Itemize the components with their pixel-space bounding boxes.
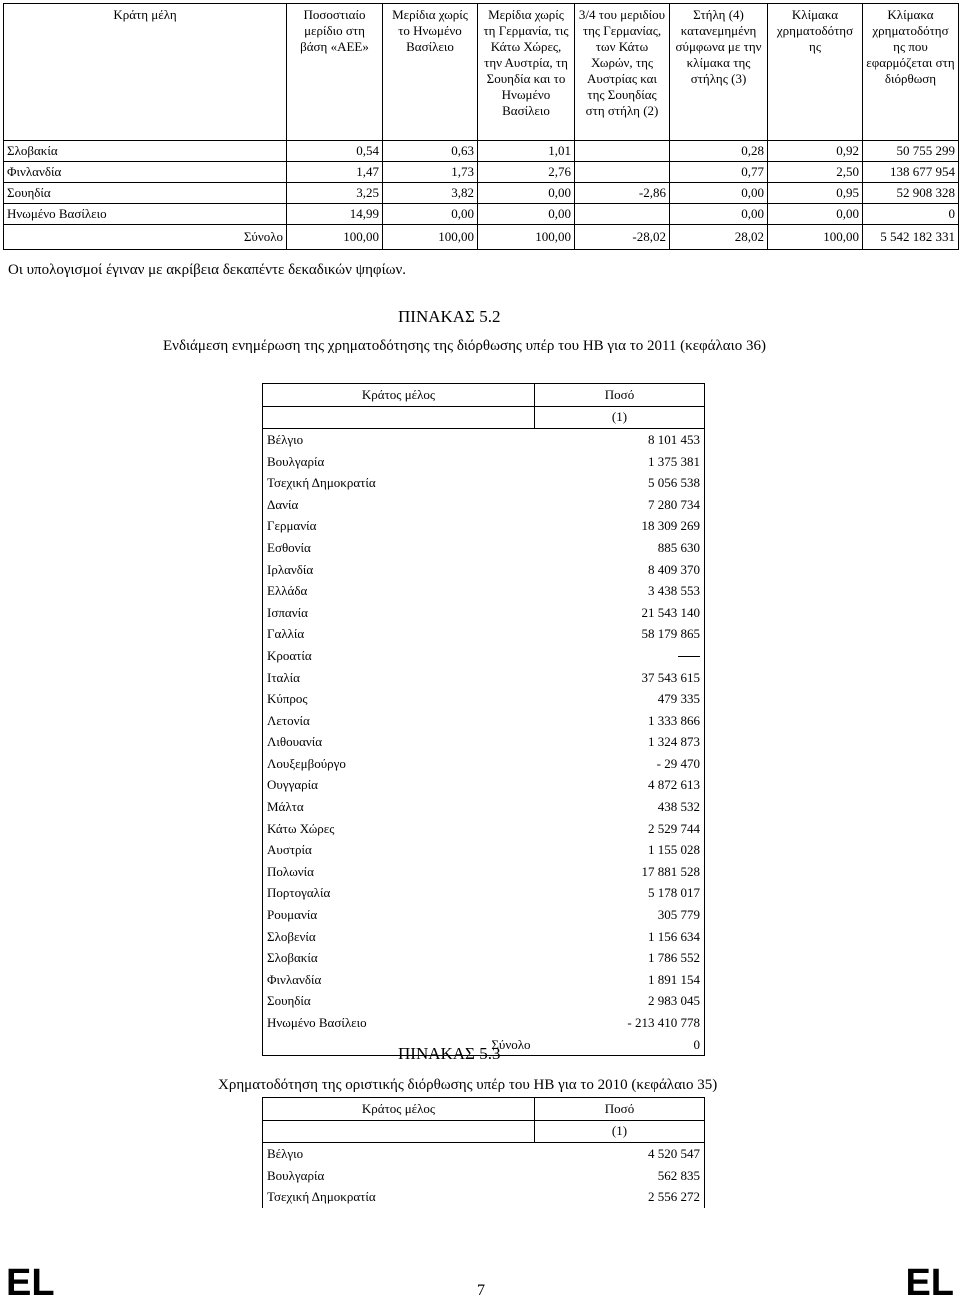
- cell-value: 0: [863, 204, 959, 225]
- cell-value: 0,00: [670, 204, 768, 225]
- header-member-states: Κράτη μέλη: [4, 4, 287, 141]
- total-value: 5 542 182 331: [863, 225, 959, 250]
- amount-value: 1 375 381: [535, 451, 705, 473]
- table-row: [263, 775, 705, 797]
- member-state-name: Λιθουανία: [263, 732, 535, 754]
- member-state-name: Πορτογαλία: [263, 883, 535, 905]
- amount-value: [535, 645, 705, 667]
- amount-value: 305 779: [535, 904, 705, 926]
- amount-value: 2 983 045: [535, 991, 705, 1013]
- table-row: [263, 947, 705, 969]
- cell-value: 52 908 328: [863, 183, 959, 204]
- header-empty: [263, 1120, 535, 1143]
- amount-value: - 213 410 778: [535, 1012, 705, 1034]
- table-row: [263, 1012, 705, 1034]
- amount-value: 885 630: [535, 537, 705, 559]
- table-row: [263, 494, 705, 516]
- cell-value: [575, 204, 670, 225]
- header-amount-number: (1): [535, 406, 705, 429]
- header-amount-number: (1): [535, 1120, 705, 1143]
- table-row: [263, 753, 705, 775]
- cell-value: -2,86: [575, 183, 670, 204]
- table-row: [263, 861, 705, 883]
- header-gni-share: Ποσοστιαίο μερίδιο στη βάση «ΑΕΕ»: [287, 4, 383, 141]
- cell-value: 3,25: [287, 183, 383, 204]
- table-row: [4, 141, 959, 162]
- table-row: [263, 904, 705, 926]
- member-state-name: Ρουμανία: [263, 904, 535, 926]
- precision-note: Οι υπολογισμοί έγιναν με ακρίβεια δεκαπέντε δεκαδικών ψηφίων.: [8, 262, 407, 278]
- member-state-name: Σλοβακία: [4, 141, 287, 162]
- table-5-2-title: ΠΙΝΑΚΑΣ 5.2: [398, 307, 501, 326]
- amount-value: 3 438 553: [535, 580, 705, 602]
- header-row: [263, 1098, 705, 1121]
- table-row: [263, 602, 705, 624]
- header-shares-without-uk: Μερίδια χωρίς το Ηνωμένο Βασίλειο: [383, 4, 478, 141]
- table-row: [263, 688, 705, 710]
- member-state-name: Εσθονία: [263, 537, 535, 559]
- member-state-name: Ηνωμένο Βασίλειο: [263, 1012, 535, 1034]
- cell-value: 0,00: [478, 183, 575, 204]
- table-row: [4, 162, 959, 183]
- header-column4-distributed: Στήλη (4) κατανεμημένη σύμφωνα με την κλίμακα της στήλης (3): [670, 4, 768, 141]
- header-amount: Ποσό: [535, 384, 705, 407]
- total-label: Σύνολο: [263, 1034, 535, 1056]
- total-value: -28,02: [575, 225, 670, 250]
- amount-value: 1 155 028: [535, 839, 705, 861]
- cell-value: 0,00: [670, 183, 768, 204]
- member-state-name: Γαλλία: [263, 624, 535, 646]
- member-state-name: Βέλγιο: [263, 1143, 535, 1165]
- header-financing-scale: Κλίμακα χρηματοδότησ ης: [768, 4, 863, 141]
- dash-mark: [678, 656, 700, 657]
- table-row: [263, 429, 705, 451]
- cell-value: 0,00: [383, 204, 478, 225]
- cell-value: 0,92: [768, 141, 863, 162]
- member-state-name: Σλοβενία: [263, 926, 535, 948]
- table-row: [263, 667, 705, 689]
- member-state-name: Λουξεμβούργο: [263, 753, 535, 775]
- table-row: [263, 991, 705, 1013]
- header-unit-row: [263, 406, 705, 429]
- cell-value: 2,76: [478, 162, 575, 183]
- total-value: 100,00: [768, 225, 863, 250]
- member-state-name: Φινλανδία: [4, 162, 287, 183]
- amount-value: 21 543 140: [535, 602, 705, 624]
- member-state-name: Κροατία: [263, 645, 535, 667]
- table-row: [263, 559, 705, 581]
- header-three-quarters-share: 3/4 του μεριδίου της Γερμανίας, των Κάτω Χωρών, της Αυστρίας και της Σουηδίας στη στήλη (2): [575, 4, 670, 141]
- cell-value: 1,47: [287, 162, 383, 183]
- cell-value: 0,95: [768, 183, 863, 204]
- total-value: 28,02: [670, 225, 768, 250]
- table-row: [263, 926, 705, 948]
- member-state-name: Σουηδία: [4, 183, 287, 204]
- total-value: 100,00: [287, 225, 383, 250]
- language-code-left: EL: [6, 1262, 55, 1304]
- total-label: Σύνολο: [4, 225, 287, 250]
- amount-value: 562 835: [535, 1165, 705, 1187]
- member-state-name: Ισπανία: [263, 602, 535, 624]
- cell-value: 1,01: [478, 141, 575, 162]
- amount-value: 18 309 269: [535, 516, 705, 538]
- amount-value: 4 872 613: [535, 775, 705, 797]
- member-state-name: Αυστρία: [263, 839, 535, 861]
- member-state-name: Πολωνία: [263, 861, 535, 883]
- member-state-name: Γερμανία: [263, 516, 535, 538]
- amount-value: 1 786 552: [535, 947, 705, 969]
- table-row: [263, 796, 705, 818]
- total-value: 100,00: [478, 225, 575, 250]
- member-state-name: Κύπρος: [263, 688, 535, 710]
- table-row: [263, 710, 705, 732]
- table-row: [4, 204, 959, 225]
- member-state-name: Ιρλανδία: [263, 559, 535, 581]
- member-state-name: Ελλάδα: [263, 580, 535, 602]
- total-value: 100,00: [383, 225, 478, 250]
- table-row: [263, 883, 705, 905]
- member-state-name: Τσεχική Δημοκρατία: [263, 1186, 535, 1208]
- table-row: [263, 839, 705, 861]
- cell-value: 0,63: [383, 141, 478, 162]
- member-state-name: Φινλανδία: [263, 969, 535, 991]
- cell-value: 3,82: [383, 183, 478, 204]
- amount-value: 2 529 744: [535, 818, 705, 840]
- member-state-name: Μάλτα: [263, 796, 535, 818]
- cell-value: 0,77: [670, 162, 768, 183]
- table-row: [263, 472, 705, 494]
- header-row: [4, 4, 959, 141]
- total-value: 0: [535, 1034, 705, 1056]
- cell-value: 2,50: [768, 162, 863, 183]
- table-5-2-subtitle: Ενδιάμεση ενημέρωση της χρηματοδότησης της διόρθωσης υπέρ του ΗΒ για το 2011 (κεφάλαιο 36): [163, 338, 766, 354]
- cell-value: 0,54: [287, 141, 383, 162]
- header-unit-row: [263, 1120, 705, 1143]
- amount-value: 37 543 615: [535, 667, 705, 689]
- table-row: [263, 1143, 705, 1165]
- table-5-3-subtitle: Χρηματοδότηση της οριστικής διόρθωσης υπέρ του ΗΒ για το 2010 (κεφάλαιο 35): [218, 1077, 718, 1093]
- header-financing-scale-applied: Κλίμακα χρηματοδότησ ης που εφαρμόζεται στη διόρθωση: [863, 4, 959, 141]
- member-state-name: Ουγγαρία: [263, 775, 535, 797]
- member-state-name: Λετονία: [263, 710, 535, 732]
- table-row: [4, 183, 959, 204]
- cell-value: [575, 141, 670, 162]
- header-row: [263, 384, 705, 407]
- cell-value: 0,00: [478, 204, 575, 225]
- amount-value: 8 409 370: [535, 559, 705, 581]
- total-row: [4, 225, 959, 250]
- member-state-name: Ιταλία: [263, 667, 535, 689]
- amount-value: 58 179 865: [535, 624, 705, 646]
- member-state-name: Δανία: [263, 494, 535, 516]
- table-row: [263, 537, 705, 559]
- amount-value: 1 333 866: [535, 710, 705, 732]
- header-empty: [263, 406, 535, 429]
- member-state-name: Σουηδία: [263, 991, 535, 1013]
- table-5-3: [262, 1097, 705, 1208]
- amount-value: 5 056 538: [535, 472, 705, 494]
- member-state-name: Ηνωμένο Βασίλειο: [4, 204, 287, 225]
- header-member-state: Κράτος μέλος: [263, 384, 535, 407]
- amount-value: 5 178 017: [535, 883, 705, 905]
- amount-value: 479 335: [535, 688, 705, 710]
- cell-value: 0,28: [670, 141, 768, 162]
- member-state-name: Σλοβακία: [263, 947, 535, 969]
- cell-value: 0,00: [768, 204, 863, 225]
- header-member-state: Κράτος μέλος: [263, 1098, 535, 1121]
- header-shares-without-de-nl-at-se-uk: Μερίδια χωρίς τη Γερμανία, τις Κάτω Χώρες, την Αυστρία, τη Σουηδία και το Ηνωμένο Βασίλειο: [478, 4, 575, 141]
- member-state-name: Βουλγαρία: [263, 1165, 535, 1187]
- amount-value: 7 280 734: [535, 494, 705, 516]
- language-code-right: EL: [905, 1262, 954, 1304]
- amount-value: 1 324 873: [535, 732, 705, 754]
- table-row: [263, 1165, 705, 1187]
- amount-value: 17 881 528: [535, 861, 705, 883]
- table-row: [263, 1186, 705, 1208]
- table-row: [263, 818, 705, 840]
- table-row: [263, 624, 705, 646]
- member-state-name: Κάτω Χώρες: [263, 818, 535, 840]
- amount-value: 8 101 453: [535, 429, 705, 451]
- page-number: 7: [477, 1282, 485, 1299]
- table-5-3-title: ΠΙΝΑΚΑΣ 5.3: [398, 1044, 501, 1063]
- amount-value: 1 891 154: [535, 969, 705, 991]
- table-row: [263, 969, 705, 991]
- cell-value: 14,99: [287, 204, 383, 225]
- scale-table: [3, 3, 959, 250]
- table-row: [263, 580, 705, 602]
- member-state-name: Τσεχική Δημοκρατία: [263, 472, 535, 494]
- cell-value: 1,73: [383, 162, 478, 183]
- amount-value: - 29 470: [535, 753, 705, 775]
- amount-value: 2 556 272: [535, 1186, 705, 1208]
- cell-value: [575, 162, 670, 183]
- table-row: [263, 732, 705, 754]
- table-row: [263, 451, 705, 473]
- amount-value: 1 156 634: [535, 926, 705, 948]
- amount-value: 4 520 547: [535, 1143, 705, 1165]
- cell-value: 50 755 299: [863, 141, 959, 162]
- member-state-name: Βέλγιο: [263, 429, 535, 451]
- table-row: [263, 645, 705, 667]
- member-state-name: Βουλγαρία: [263, 451, 535, 473]
- header-amount: Ποσό: [535, 1098, 705, 1121]
- table-5-2: [262, 383, 705, 1056]
- cell-value: 138 677 954: [863, 162, 959, 183]
- amount-value: 438 532: [535, 796, 705, 818]
- table-row: [263, 516, 705, 538]
